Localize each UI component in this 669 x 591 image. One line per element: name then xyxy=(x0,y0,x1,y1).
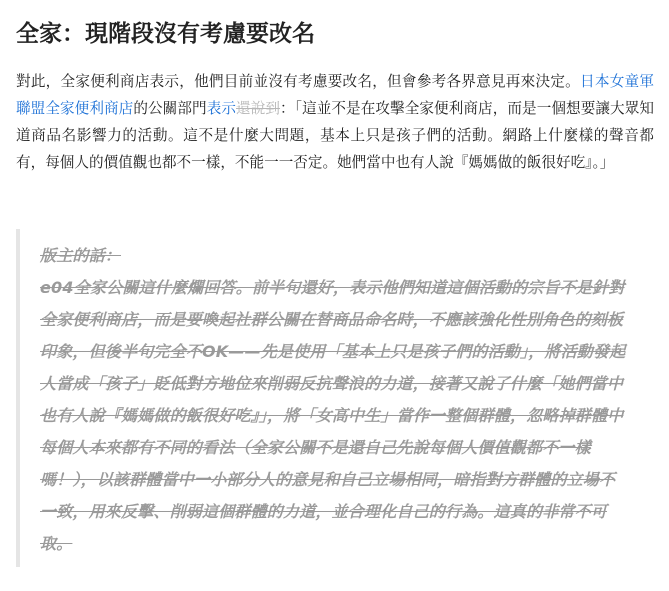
blockquote-body: e04全家公關這什麼爛回答。前半句還好，表示他們知道這個活動的宗旨不是針對全家便利商店，而是要喚起社群公關在替商品命名時，不應該強化性別角色的刻板印象，但後半句完全不OK——先是使用「基本上只是孩子們的活動」，將活動發起人當成「孩子」貶低對方地位來削弱反抗聲浪的力道，接著又說了什麼「她們當中也有人說『媽媽做的飯很好吃』」，將「女高中生」當作一整個群體，忽略掉群體中每個人本來都有不同的看法（全家公關不是還自己先說每個人價值觀都不一樣嗎！），以該群體當中一小部分人的意見和自己立場相同，暗指對方群體的立場不一致，用來反擊、削弱這個群體的力道，並合理化自己的行為。這真的非常不可取。 xyxy=(40,278,626,553)
paragraph-text-2: 的公關部門 xyxy=(133,100,207,117)
editor-blockquote xyxy=(16,229,630,567)
struck-text: 還說到 xyxy=(236,100,281,117)
statement-link[interactable]: 表示 xyxy=(206,100,237,117)
blockquote-label: 版主的話： xyxy=(40,246,122,265)
struck-familymart-link[interactable]: 全家便利商店 xyxy=(45,100,134,117)
girl-guides-link[interactable]: 日本女童軍聯盟 xyxy=(16,73,654,117)
section-heading: 全家：現階段沒有考慮要改名 xyxy=(16,21,315,47)
article-paragraph xyxy=(16,68,654,176)
paragraph-text-1: 對此，全家便利商店表示，他們目前並沒有考慮要改名，但會參考各界意見再來決定。 xyxy=(16,73,581,90)
blockquote-text xyxy=(40,229,630,560)
paragraph-text-3: ：「這並不是在攻擊全家便利商店，而是一個想要讓大眾知道商品名影響力的活動。這不是什麼大問題，基本上只是孩子們的活動。網路上什麼樣的聲音都有，每個人的價值觀也都不一樣，不能一一否定。她們當中也有人說『媽媽做的飯很好吃』。」 xyxy=(16,100,654,171)
